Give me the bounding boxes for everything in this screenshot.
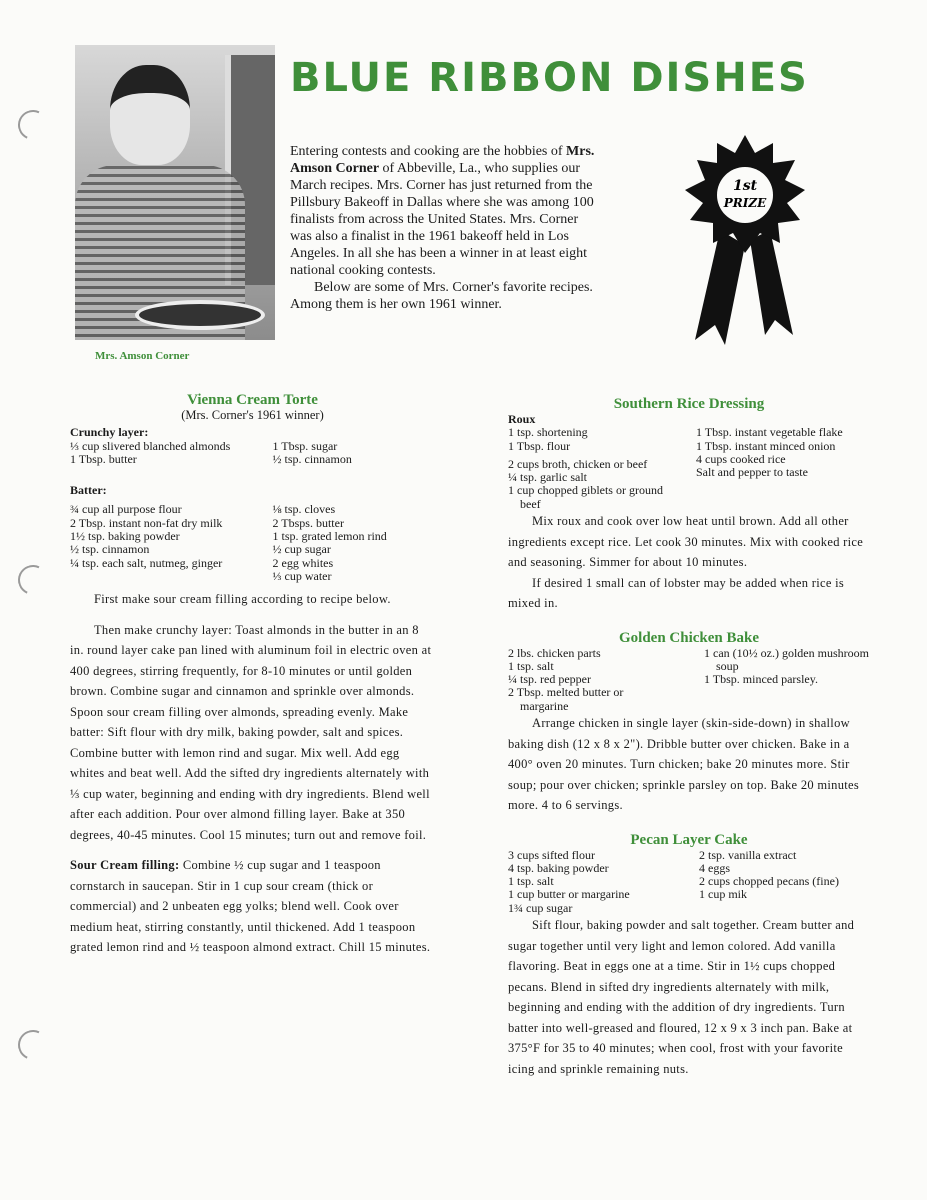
instructions: Sour Cream filling: Combine ½ cup sugar and 1 teaspoon cornstarch in saucepan. Stir in 1 cup sour cream (thick or commercial) and 2 unbeaten egg yolks; blend well. Cook over medium heat, stirring constantly, until thickened. Add 1 teaspoon grated lemon rind and ½ teaspoon almond extract. Chill 15 minutes.: [70, 858, 431, 955]
recipe-golden-chicken-bake: [508, 630, 870, 816]
ingredient-list: 2 lbs. chicken parts 1 tsp. salt ¼ tsp. red pepper 2 Tbsp. melted butter or margarine 1 can (10½ oz.) golden mushroom soup 1 Tbsp. minced parsley.: [508, 645, 869, 713]
section-label: Batter:: [70, 483, 107, 498]
svg-text:1st: 1st: [732, 178, 758, 194]
recipe-southern-rice-dressing: [508, 396, 870, 614]
recipe-title: Pecan Layer Cake: [630, 831, 748, 848]
recipe-subtitle: (Mrs. Corner's 1961 winner): [181, 408, 324, 422]
binder-hole: [14, 1026, 52, 1064]
section-label: Roux: [508, 412, 536, 426]
binder-hole: [14, 106, 52, 144]
photo-caption: Mrs. Amson Corner: [95, 350, 190, 362]
page-title: BLUE RIBBON DISHES: [290, 55, 809, 101]
recipe-title: Vienna Cream Torte: [187, 392, 318, 408]
instructions: Sift flour, baking powder and salt together. Cream butter and sugar together until very light and lemon colored. Add vanilla flavoring. Beat in eggs one at a time. Stir in 1½ cups chopped pecans. Blend in sifted dry ingredients alternately with milk, beginning and ending with the addition of dry ingredients. Turn batter into well-greased and floured, 12 x 9 x 3 inch pan. Bake at 375°F for 35 to 40 minutes; when cool, frost with your favorite icing and sprinkle remaining nuts.: [508, 918, 855, 1076]
instructions: First make sour cream filling according to recipe below.: [94, 592, 391, 607]
recipe-vienna-cream-torte: [70, 392, 435, 958]
right-column: [508, 396, 870, 1079]
recipe-pecan-layer-cake: [508, 832, 870, 1079]
instructions: Mix roux and cook over low heat until brown. Add all other ingredients except rice. Let cook 30 minutes. Mix with cooked rice and seasoning. Simmer for about 10 minutes.: [508, 514, 864, 570]
instructions: Then make crunchy layer: Toast almonds in the butter in an 8 in. round layer cake pan lined with aluminum foil in electric oven at 400 degrees, stirring frequently, for 8-10 minutes or until golden brown. Combine sugar and cinnamon and sprinkle over almonds. Spoon sour cream filling over almonds, spreading evenly. Make batter: Sift flour with dry milk, baking powder, salt and spices. Combine butter with lemon rind and sugar. Mix well. Add egg whites and beat well. Add the sifted dry ingredients alternately with ⅓ cup water, beginning and ending with dry ingredients. Blend well after each addition. Pour over almond filling layer. Bake at 350 degrees, 40-45 minutes. Cool 15 minutes; turn out and remove foil.: [70, 622, 432, 842]
first-prize-ribbon-icon: [675, 135, 815, 350]
ingredient-list: 3 cups sifted flour 4 tsp. baking powder 1 tsp. salt 1 cup butter or margarine 1¾ cup sugar 2 tsp. vanilla extract 4 eggs 2 cups chopped pecans (fine) 1 cup mik: [508, 847, 839, 915]
section-label: Crunchy layer:: [70, 425, 149, 440]
svg-text:PRIZE: PRIZE: [723, 196, 767, 210]
ingredient-list: ¾ cup all purpose flour 2 Tbsp. instant non-fat dry milk 1½ tsp. baking powder ½ tsp. cinnamon ¼ tsp. each salt, nutmeg, ginger ⅛ tsp. cloves 2 Tbsps. butter 1 tsp. grated lemon rind ½ cup sugar 2 egg whites ⅓ cup water: [70, 502, 387, 583]
instructions: If desired 1 small can of lobster may be added when rice is mixed in.: [508, 575, 845, 611]
ingredient-list: 1 tsp. shortening 1 Tbsp. flour 2 cups broth, chicken or beef ¼ tsp. garlic salt 1 cup chopped giblets or ground beef 1 Tbsp. instant vegetable flake 1 Tbsp. instant minced onion 4 cups cooked rice Salt and pepper to taste: [508, 425, 843, 511]
binder-hole: [14, 561, 52, 599]
intro-text: Entering contests and cooking are the hobbies of Mrs. Amson Corner of Abbeville, La., who supplies our March recipes. Mrs. Corner has just returned from the Pillsbury Bakeoff in Dallas where she was among 100 finalists from across the United States. Mrs. Corner was also a finalist in the 1961 bakeoff held in Los Angeles. In all she has been a winner in at least eight national cooking contests. Below are some of Mrs. Corner's favorite recipes. Among them is her own 1961 winner.: [290, 144, 595, 312]
recipe-title: Golden Chicken Bake: [618, 629, 760, 646]
instructions: Arrange chicken in single layer (skin-side-down) in shallow baking dish (12 x 8 x 2"). Dribble butter over chicken. Bake in a 400° oven 20 minutes. Turn chicken; bake 20 minutes more. Stir soup; pour over chicken; sprinkle parsley on top. Bake 20 minutes more. 4 to 6 servings.: [508, 716, 860, 813]
ingredient-list: ⅓ cup slivered blanched almonds 1 Tbsp. butter 1 Tbsp. sugar ½ tsp. cinnamon: [70, 438, 352, 466]
recipe-title: Southern Rice Dressing: [613, 396, 765, 412]
portrait-photo: [75, 45, 275, 340]
